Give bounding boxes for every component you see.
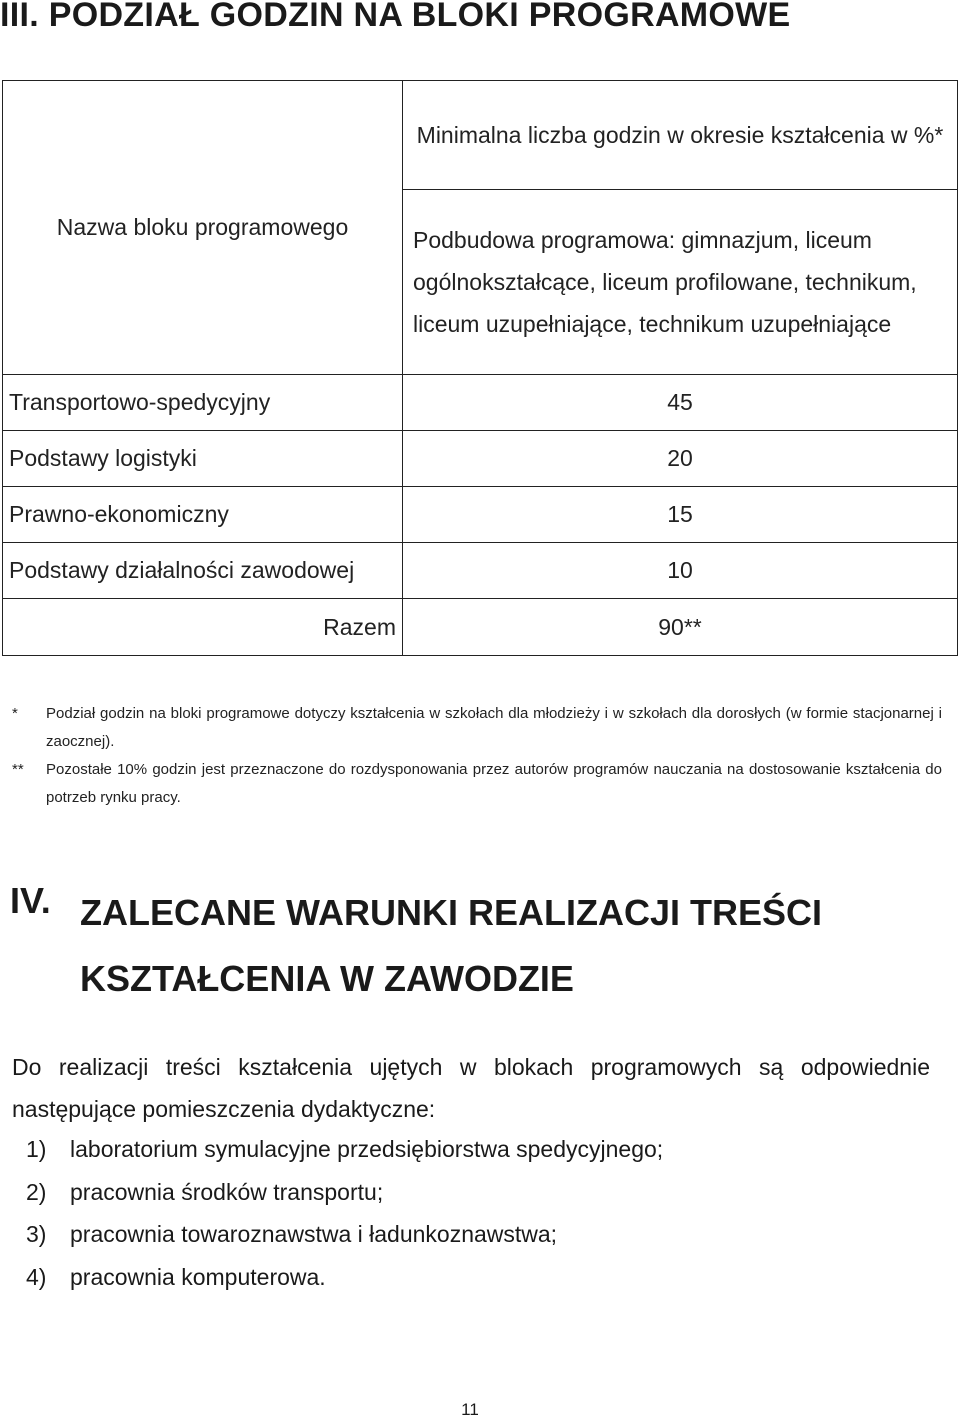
list-item [26, 1128, 663, 1171]
total-row [3, 599, 958, 656]
rooms-list [26, 1128, 663, 1298]
table-row [3, 431, 958, 487]
blocks-table [2, 80, 958, 656]
block-percent: 10 [403, 543, 958, 599]
list-item [26, 1171, 663, 1214]
list-text: laboratorium symulacyjne przedsiębiorstwa spedycyjnego; [70, 1136, 664, 1162]
section-heading-line: KSZTAŁCENIA W ZAWODZIE [80, 958, 574, 999]
table-row [3, 543, 958, 599]
total-value: 90** [403, 599, 958, 656]
table-row [3, 375, 958, 431]
footnote-mark: * [12, 705, 18, 722]
list-number: 1) [26, 1136, 47, 1162]
block-name: Transportowo-spedycyjny [3, 375, 403, 431]
block-name: Podstawy logistyki [3, 431, 403, 487]
block-percent: 15 [403, 487, 958, 543]
footnote [12, 756, 942, 812]
block-percent: 45 [403, 375, 958, 431]
list-number: 4) [26, 1263, 47, 1290]
list-text: pracownia towaroznawstwa i ładunkoznawstwa; [70, 1221, 558, 1247]
list-item [26, 1256, 663, 1299]
section-heading-line: ZALECANE WARUNKI REALIZACJI TREŚCI [80, 892, 823, 933]
list-number: 3) [26, 1221, 47, 1247]
block-name: Podstawy działalności zawodowej [3, 543, 403, 599]
block-percent: 20 [403, 431, 958, 487]
intro-paragraph: Do realizacji treści kształcenia ujętych w blokach programowych są odpowiednie następujące pomieszczenia dydaktyczne: [12, 1054, 930, 1122]
footnote-mark: ** [12, 761, 24, 778]
section-number: IV. [10, 880, 51, 921]
block-name: Prawno-ekonomiczny [3, 487, 403, 543]
list-text: pracownia komputerowa. [70, 1263, 326, 1290]
list-text: pracownia środków transportu; [70, 1178, 384, 1205]
podbudowa-header: Podbudowa programowa: gimnazjum, liceum ogólnokształcące, liceum profilowane, technikum, liceum uzupełniające, technikum uzupełniające [403, 190, 958, 375]
min-hours-header: Minimalna liczba godzin w okresie kształcenia w %* [403, 81, 958, 190]
footnotes [12, 700, 942, 812]
list-number: 2) [26, 1178, 47, 1205]
footnote-text: Pozostałe 10% godzin jest przeznaczone do rozdysponowania przez autorów programów nauczania na dostosowanie kształcenia do potrzeb rynku pracy. [46, 761, 942, 806]
total-label: Razem [3, 599, 403, 656]
list-item [26, 1213, 663, 1256]
section-heading [80, 880, 822, 1012]
footnote-text: Podział godzin na bloki programowe dotyczy kształcenia w szkołach dla młodzieży i w szkołach dla dorosłych (w formie stacjonarnej i zaocznej). [46, 705, 942, 750]
footnote [12, 700, 942, 756]
name-column-header: Nazwa bloku programowego [3, 81, 403, 375]
table-row [3, 487, 958, 543]
page-number: 11 [461, 1400, 479, 1419]
section-title: III. PODZIAŁ GODZIN NA BLOKI PROGRAMOWE [0, 0, 791, 34]
